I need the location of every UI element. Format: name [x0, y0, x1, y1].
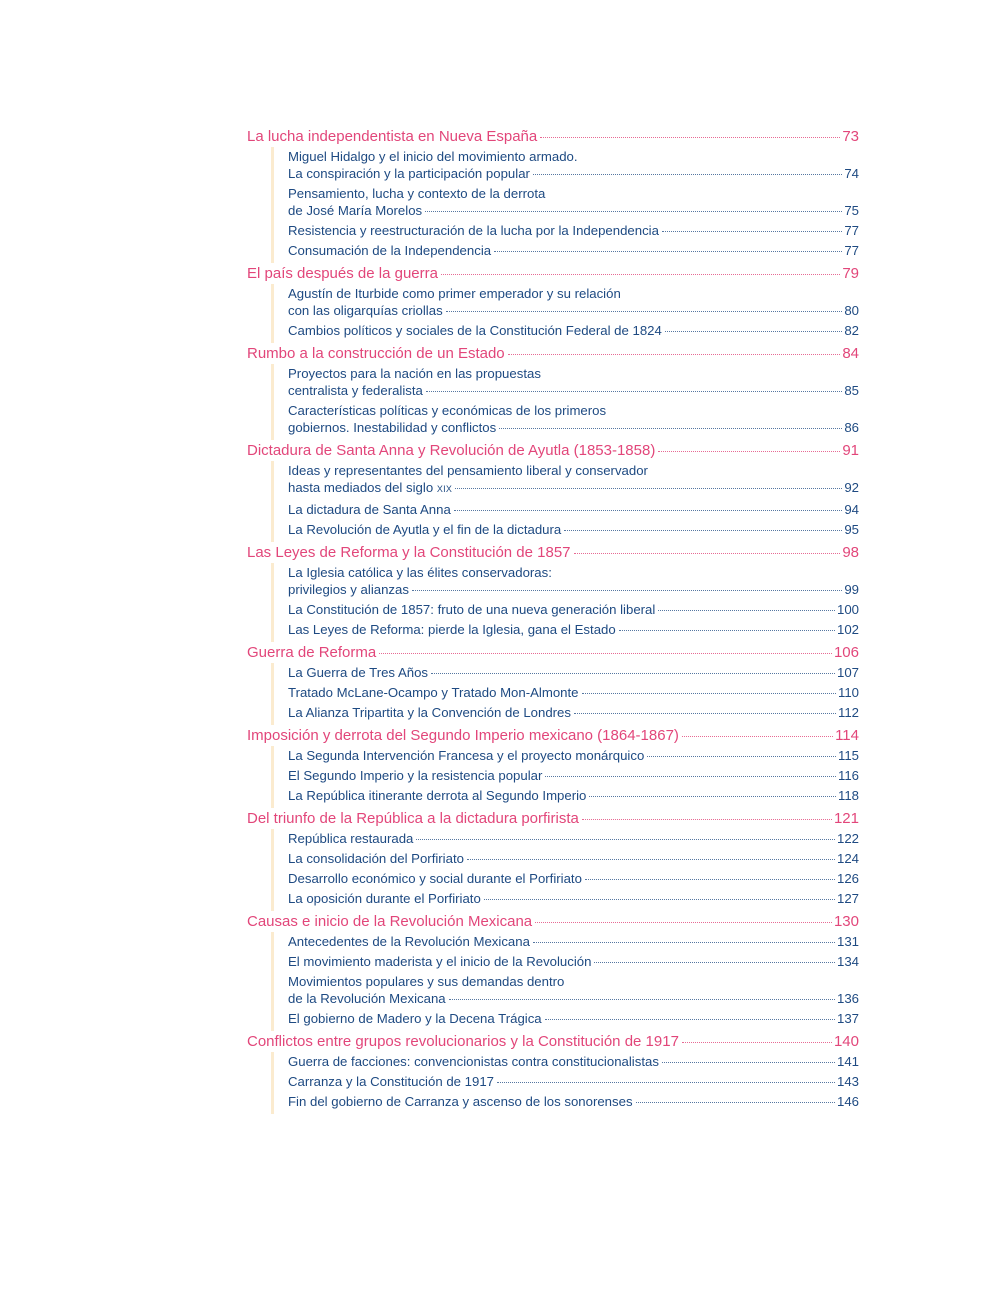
dot-leader — [636, 1102, 835, 1103]
subtopic-entry[interactable] — [288, 321, 859, 341]
dot-leader — [412, 590, 842, 591]
dot-leader — [585, 879, 835, 880]
dot-leader — [455, 488, 842, 489]
subtopic-title: La dictadura de Santa Anna — [288, 502, 451, 517]
subtopic-page-number: 94 — [844, 502, 859, 517]
subtopic-entry[interactable] — [288, 284, 859, 321]
subtopic-entry[interactable] — [288, 563, 859, 600]
subtopic-title: Las Leyes de Reforma: pierde la Iglesia, gana el Estado — [288, 622, 616, 637]
chapter-entry[interactable] — [247, 1031, 859, 1052]
chapter-page-number: 98 — [842, 544, 859, 561]
subtopic-list — [271, 1052, 859, 1114]
subtopic-title: Resistencia y reestructuración de la lucha por la Independencia — [288, 223, 659, 238]
subtopic-title: Cambios políticos y sociales de la Constitución Federal de 1824 — [288, 323, 662, 338]
subtopic-page-number: 82 — [844, 323, 859, 338]
subtopic-title: Antecedentes de la Revolución Mexicana — [288, 934, 530, 949]
subtopic-page-number: 134 — [836, 954, 859, 969]
subtopic-title-line: Movimientos populares y sus demandas dentro — [288, 974, 565, 989]
subtopic-page-number: 131 — [836, 934, 859, 949]
subtopic-page-number: 141 — [836, 1054, 859, 1069]
subtopic-list — [271, 829, 859, 911]
subtopic-title-line: Pensamiento, lucha y contexto de la derrota — [288, 186, 546, 201]
dot-leader — [425, 211, 842, 212]
chapter-entry[interactable] — [247, 343, 859, 364]
toc-chapter — [247, 642, 859, 725]
subtopic-title: de José María Morelos — [288, 203, 423, 218]
subtopic-page-number: 122 — [836, 831, 859, 846]
subtopic-title: Guerra de facciones: convencionistas contra constitucionalistas — [288, 1054, 659, 1069]
subtopic-title-line: Características políticas y económicas de los primeros — [288, 403, 607, 418]
subtopic-entry[interactable] — [288, 461, 859, 500]
subtopic-list — [271, 364, 859, 440]
subtopic-page-number: 107 — [836, 665, 859, 680]
subtopic-entry[interactable] — [288, 401, 859, 438]
subtopic-page-number: 143 — [836, 1074, 859, 1089]
subtopic-entry[interactable] — [288, 620, 859, 640]
subtopic-title: El gobierno de Madero y la Decena Trágica — [288, 1011, 542, 1026]
subtopic-page-number: 137 — [836, 1011, 859, 1026]
dot-leader — [533, 942, 835, 943]
chapter-page-number: 79 — [842, 265, 859, 282]
subtopic-entry[interactable] — [288, 600, 859, 620]
subtopic-entry[interactable] — [288, 500, 859, 520]
dot-leader — [658, 610, 835, 611]
toc-chapter — [247, 542, 859, 642]
dot-leader — [574, 713, 836, 714]
chapter-page-number: 140 — [833, 1033, 859, 1050]
dot-leader — [619, 630, 835, 631]
subtopic-list — [271, 147, 859, 263]
subtopic-page-number: 102 — [836, 622, 859, 637]
chapter-title: Las Leyes de Reforma y la Constitución de 1857 — [247, 544, 571, 561]
chapter-title: La lucha independentista en Nueva España — [247, 128, 538, 145]
subtopic-entry[interactable] — [288, 829, 859, 849]
subtopic-page-number: 80 — [844, 303, 859, 318]
toc-chapter — [247, 126, 859, 263]
subtopic-page-number: 112 — [837, 705, 859, 720]
chapter-entry[interactable] — [247, 126, 859, 147]
subtopic-page-number: 124 — [836, 851, 859, 866]
subtopic-title: La consolidación del Porfiriato — [288, 851, 464, 866]
subtopic-entry[interactable] — [288, 1052, 859, 1072]
subtopic-entry[interactable] — [288, 1092, 859, 1112]
dot-leader — [431, 673, 835, 674]
subtopic-title: La Constitución de 1857: fruto de una nueva generación liberal — [288, 602, 656, 617]
subtopic-page-number: 77 — [844, 223, 859, 238]
toc-chapter — [247, 725, 859, 808]
subtopic-title: gobiernos. Inestabilidad y conflictos — [288, 420, 497, 435]
subtopic-title: La Segunda Intervención Francesa y el proyecto monárquico — [288, 748, 645, 763]
subtopic-page-number: 99 — [844, 582, 859, 597]
chapter-title: Dictadura de Santa Anna y Revolución de Ayutla (1853-1858) — [247, 442, 656, 459]
dot-leader — [533, 174, 842, 175]
subtopic-page-number: 77 — [844, 243, 859, 258]
dot-leader — [426, 391, 842, 392]
dot-leader — [589, 796, 836, 797]
subtopic-list — [271, 284, 859, 343]
subtopic-title: El Segundo Imperio y la resistencia popular — [288, 768, 543, 783]
dot-leader — [446, 311, 843, 312]
subtopic-page-number: 126 — [836, 871, 859, 886]
subtopic-entry[interactable] — [288, 703, 859, 723]
subtopic-title: República restaurada — [288, 831, 414, 846]
dot-leader — [454, 510, 843, 511]
dot-leader — [647, 756, 836, 757]
subtopic-title: centralista y federalista — [288, 383, 423, 398]
subtopic-title: hasta mediados del siglo — [288, 480, 434, 495]
chapter-title: El país después de la guerra — [247, 265, 438, 282]
chapter-entry[interactable] — [247, 440, 859, 461]
dot-leader — [499, 428, 842, 429]
subtopic-entry[interactable] — [288, 520, 859, 540]
chapter-page-number: 130 — [833, 913, 859, 930]
subtopic-entry[interactable] — [288, 889, 859, 909]
subtopic-entry[interactable] — [288, 364, 859, 401]
chapter-title: Imposición y derrota del Segundo Imperio mexicano (1864-1867) — [247, 727, 679, 744]
dot-leader — [582, 693, 836, 694]
chapter-title: Del triunfo de la República a la dictadura porfirista — [247, 810, 579, 827]
subtopic-entry[interactable] — [288, 1072, 859, 1092]
chapter-page-number: 114 — [835, 727, 859, 744]
chapter-page-number: 106 — [833, 644, 859, 661]
subtopic-page-number: 74 — [844, 166, 859, 181]
subtopic-entry[interactable] — [288, 746, 859, 766]
subtopic-page-number: 100 — [836, 602, 859, 617]
toc-chapter — [247, 911, 859, 1031]
dot-leader — [449, 999, 835, 1000]
chapter-page-number: 91 — [842, 442, 859, 459]
subtopic-title: Consumación de la Independencia — [288, 243, 492, 258]
subtopic-page-number: 118 — [837, 788, 859, 803]
subtopic-title: Tratado McLane-Ocampo y Tratado Mon-Almonte — [288, 685, 579, 700]
subtopic-list — [271, 461, 859, 542]
chapter-entry[interactable] — [247, 808, 859, 829]
subtopic-entry[interactable] — [288, 869, 859, 889]
subtopic-page-number: 127 — [836, 891, 859, 906]
chapter-title: Causas e inicio de la Revolución Mexicana — [247, 913, 533, 930]
toc-chapter — [247, 343, 859, 440]
subtopic-page-number: 136 — [836, 991, 859, 1006]
subtopic-title: La Revolución de Ayutla y el fin de la dictadura — [288, 522, 562, 537]
subtopic-entry[interactable] — [288, 766, 859, 786]
dot-leader — [535, 922, 832, 923]
chapter-entry[interactable] — [247, 642, 859, 663]
subtopic-title: de la Revolución Mexicana — [288, 991, 446, 1006]
dot-leader — [484, 899, 835, 900]
subtopic-list — [271, 746, 859, 808]
dot-leader — [658, 451, 840, 452]
chapter-entry[interactable] — [247, 263, 859, 284]
dot-leader — [545, 1019, 835, 1020]
subtopic-page-number: 95 — [844, 522, 859, 537]
dot-leader — [662, 1062, 835, 1063]
dot-leader — [379, 653, 832, 654]
subtopic-entry[interactable] — [288, 683, 859, 703]
subtopic-entry[interactable] — [288, 932, 859, 952]
subtopic-entry[interactable] — [288, 952, 859, 972]
subtopic-entry[interactable] — [288, 221, 859, 241]
dot-leader — [574, 553, 841, 554]
subtopic-title: Carranza y la Constitución de 1917 — [288, 1074, 494, 1089]
chapter-page-number: 73 — [842, 128, 859, 145]
subtopic-title: La República itinerante derrota al Segundo Imperio — [288, 788, 587, 803]
subtopic-list — [271, 932, 859, 1031]
toc-chapter — [247, 440, 859, 542]
dot-leader — [682, 1042, 832, 1043]
toc-chapter — [247, 1031, 859, 1114]
chapter-title: Guerra de Reforma — [247, 644, 377, 661]
subtopic-title: Desarrollo económico y social durante el Porfiriato — [288, 871, 582, 886]
subtopic-list — [271, 563, 859, 642]
dot-leader — [441, 274, 840, 275]
subtopic-entry[interactable] — [288, 786, 859, 806]
subtopic-page-number: 146 — [836, 1094, 859, 1109]
subtopic-page-number: 92 — [844, 480, 859, 495]
subtopic-entry[interactable] — [288, 849, 859, 869]
dot-leader — [665, 331, 842, 332]
dot-leader — [682, 736, 833, 737]
subtopic-title-line: Miguel Hidalgo y el inicio del movimiento armado. — [288, 149, 578, 164]
subtopic-title-line: Agustín de Iturbide como primer emperador y su relación — [288, 286, 621, 301]
subtopic-entry[interactable] — [288, 663, 859, 683]
subtopic-page-number: 115 — [837, 748, 859, 763]
toc-chapter — [247, 808, 859, 911]
subtopic-page-number: 75 — [844, 203, 859, 218]
dot-leader — [545, 776, 836, 777]
subtopic-title: con las oligarquías criollas — [288, 303, 443, 318]
subtopic-entry[interactable] — [288, 1009, 859, 1029]
dot-leader — [467, 859, 835, 860]
subtopic-title-line: La Iglesia católica y las élites conservadoras: — [288, 565, 552, 580]
subtopic-title: La Guerra de Tres Años — [288, 665, 429, 680]
subtopic-entry[interactable] — [288, 241, 859, 261]
chapter-page-number: 121 — [833, 810, 859, 827]
subtopic-title: El movimiento maderista y el inicio de la Revolución — [288, 954, 592, 969]
dot-leader — [416, 839, 835, 840]
subtopic-title: La conspiración y la participación popular — [288, 166, 530, 181]
chapter-title: Rumbo a la construcción de un Estado — [247, 345, 505, 362]
subtopic-page-number: 110 — [837, 685, 859, 700]
subtopic-title-line: Proyectos para la nación en las propuestas — [288, 366, 541, 381]
subtopic-entry[interactable] — [288, 972, 859, 1009]
chapter-entry[interactable] — [247, 725, 859, 746]
subtopic-title: privilegios y alianzas — [288, 582, 409, 597]
dot-leader — [508, 354, 841, 355]
table-of-contents — [247, 126, 859, 1114]
century-numeral: XIX — [436, 484, 453, 494]
dot-leader — [594, 962, 835, 963]
subtopic-list — [271, 663, 859, 725]
dot-leader — [494, 251, 842, 252]
toc-chapter — [247, 263, 859, 343]
subtopic-title: Fin del gobierno de Carranza y ascenso de los sonorenses — [288, 1094, 633, 1109]
dot-leader — [564, 530, 842, 531]
subtopic-title-line: Ideas y representantes del pensamiento liberal y conservador — [288, 463, 648, 478]
subtopic-title: La oposición durante el Porfiriato — [288, 891, 481, 906]
chapter-entry[interactable] — [247, 542, 859, 563]
dot-leader — [582, 819, 832, 820]
dot-leader — [540, 137, 840, 138]
subtopic-page-number: 85 — [844, 383, 859, 398]
chapter-page-number: 84 — [842, 345, 859, 362]
subtopic-entry[interactable] — [288, 184, 859, 221]
subtopic-page-number: 116 — [837, 768, 859, 783]
subtopic-page-number: 86 — [844, 420, 859, 435]
subtopic-title: La Alianza Tripartita y la Convención de Londres — [288, 705, 571, 720]
chapter-entry[interactable] — [247, 911, 859, 932]
dot-leader — [662, 231, 842, 232]
chapter-title: Conflictos entre grupos revolucionarios y la Constitución de 1917 — [247, 1033, 679, 1050]
dot-leader — [497, 1082, 835, 1083]
subtopic-entry[interactable] — [288, 147, 859, 184]
